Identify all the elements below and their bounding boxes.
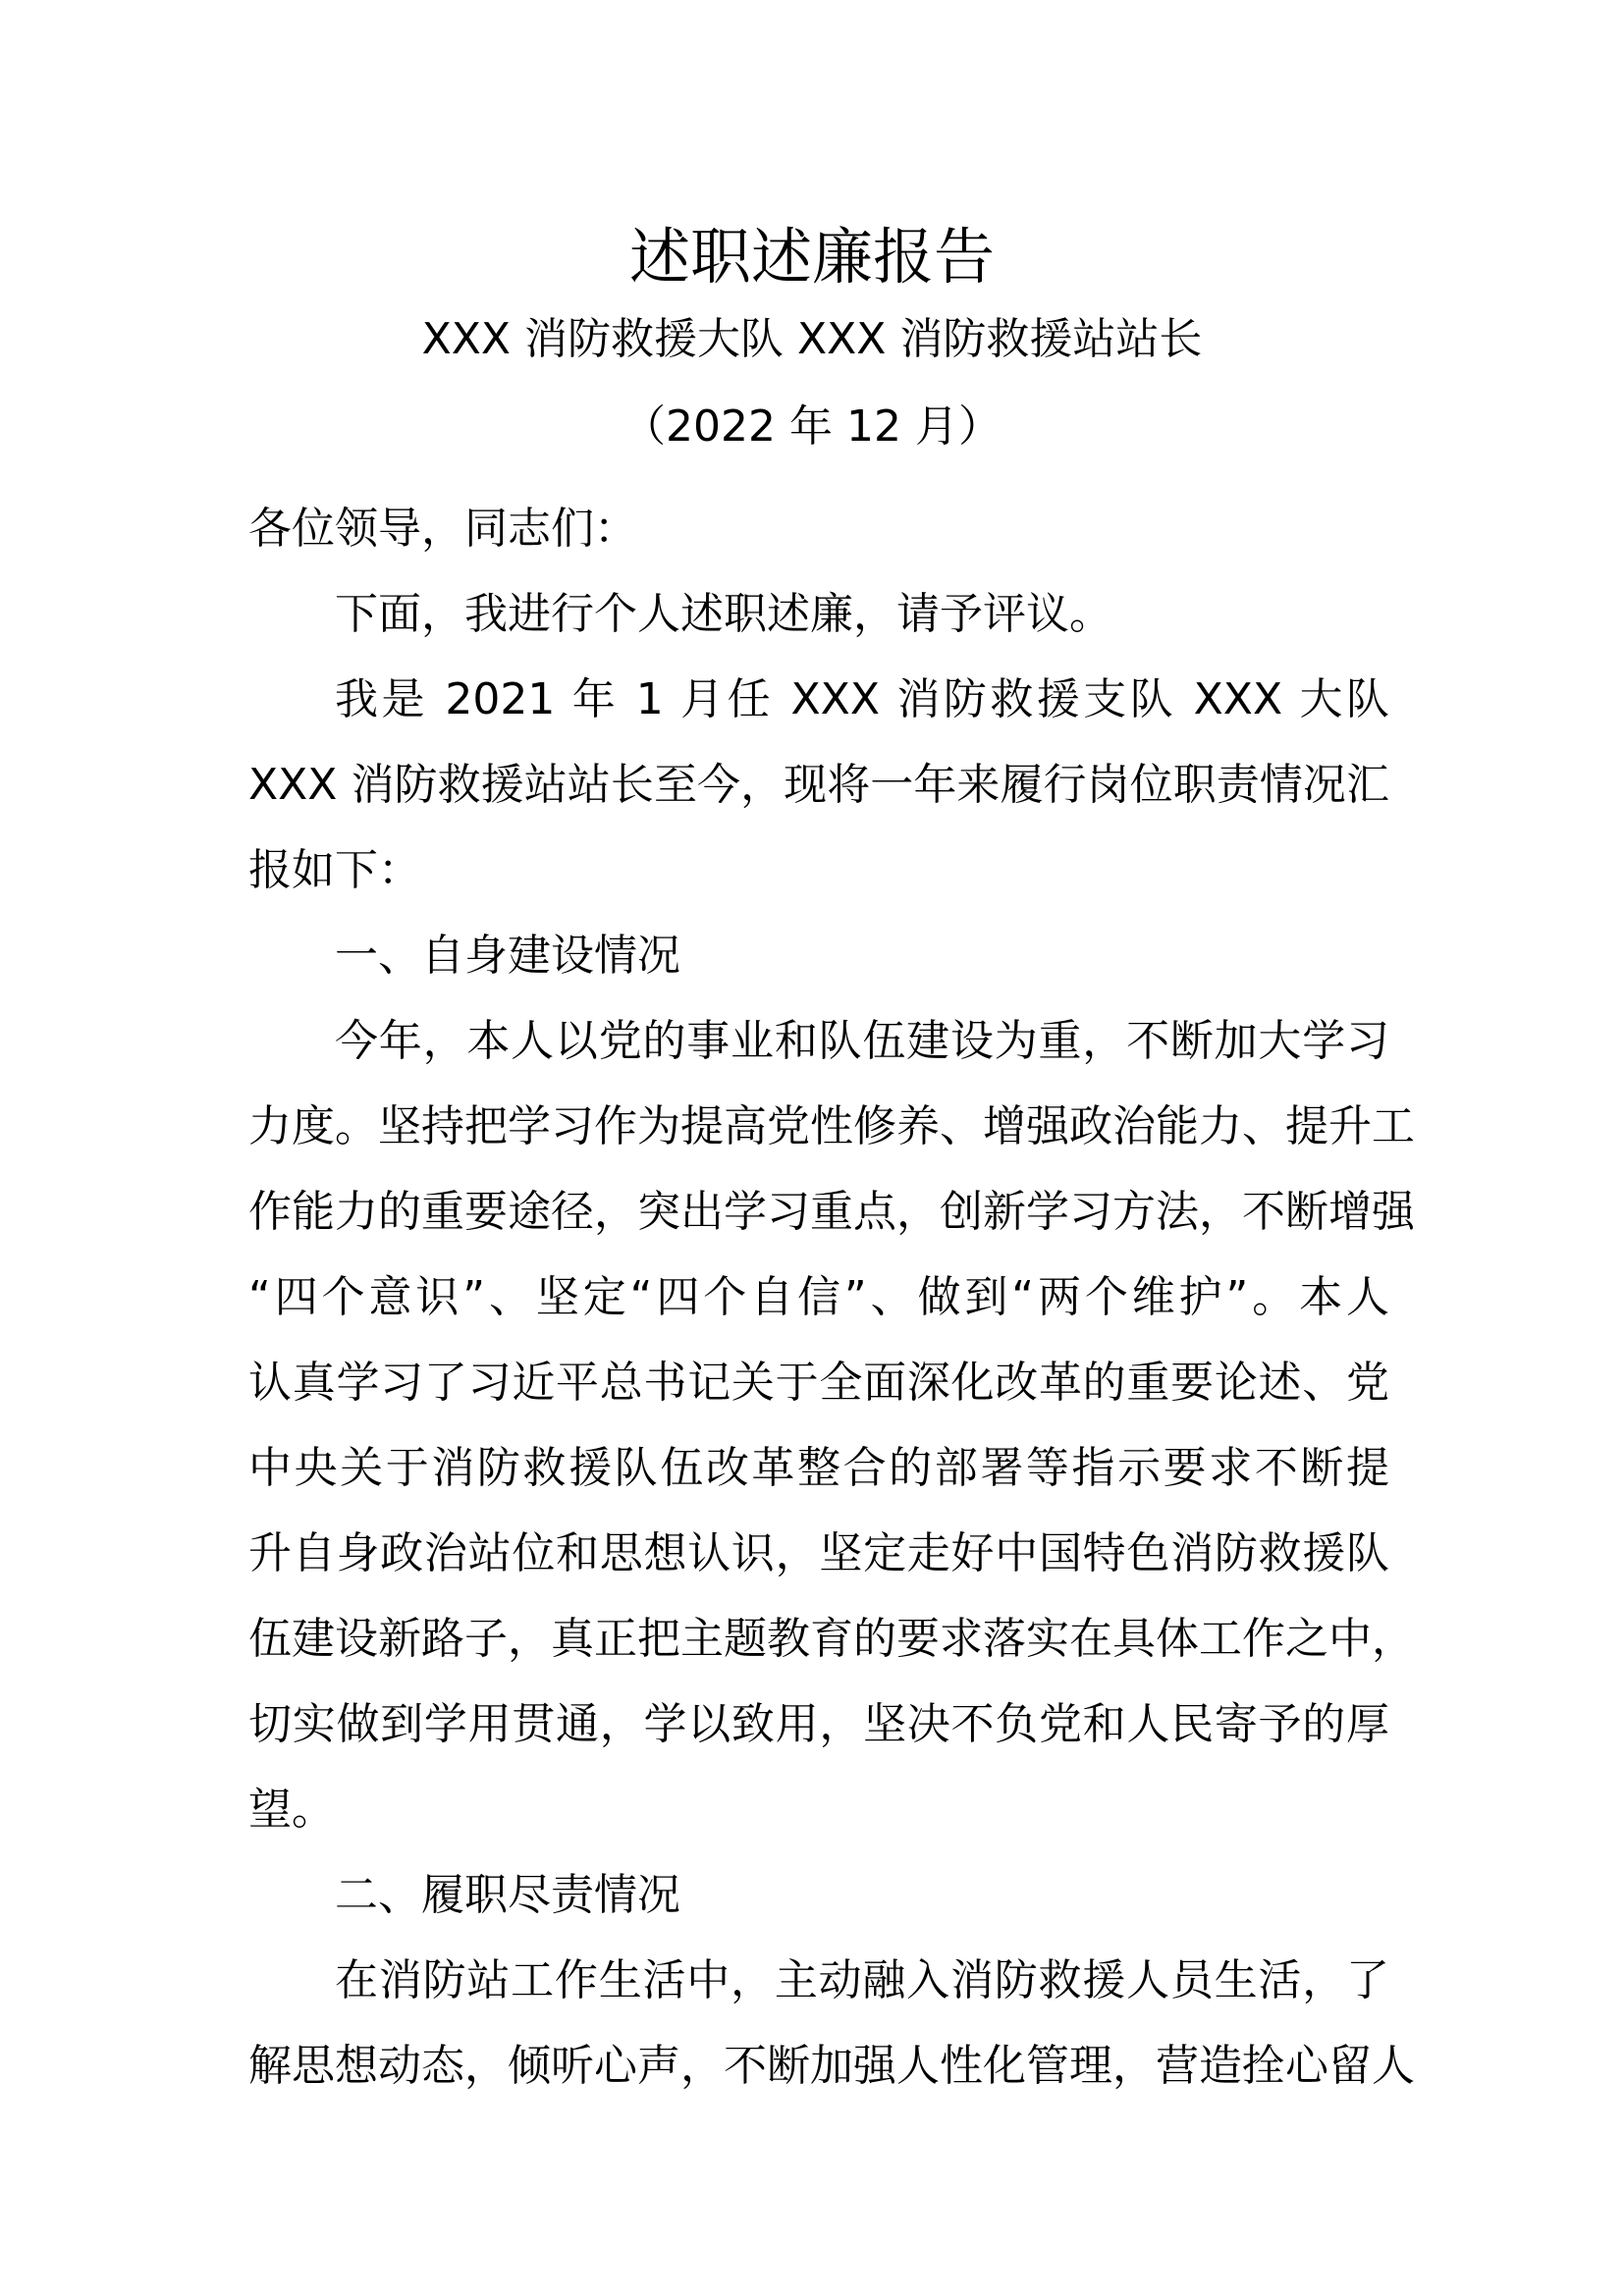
paragraph-line: 解思想动态，倾听心声，不断加强人性化管理，营造拴心留人 — [248, 2041, 1415, 2091]
paragraph-line: 中央关于消防救援队伍改革整合的部署等指示要求不断提 — [248, 1443, 1389, 1493]
paragraph-line: XXX 消防救援站站长至今，现将一年来履行岗位职责情况汇 — [248, 760, 1389, 810]
intro-paragraph — [248, 571, 1389, 657]
paragraph-self-building — [248, 998, 1415, 1852]
intro-text: 下面，我进行个人述职述廉，请予评议。 — [335, 589, 1112, 639]
paragraph-line: 切实做到学用贯通，学以致用，坚决不负党和人民寄予的厚 — [248, 1699, 1389, 1749]
paragraph-duties — [248, 1938, 1415, 2109]
document-date: （2022 年 12 月） — [623, 401, 1001, 452]
paragraph-line: 报如下： — [248, 845, 421, 895]
section-heading-2 — [248, 1852, 1389, 1938]
paragraph-line: 今年，本人以党的事业和队伍建设为重，不断加大学习 — [335, 1016, 1389, 1066]
document-subtitle: XXX 消防救援大队 XXX 消防救援站站长 — [421, 314, 1203, 364]
section-heading-1 — [248, 913, 1389, 998]
salutation — [248, 486, 1389, 571]
paragraph-line: 我是 2021 年 1 月任 XXX 消防救援支队 XXX 大队 — [335, 674, 1389, 724]
section-heading-text: 一、自身建设情况 — [335, 931, 680, 981]
paragraph-line: 认真学习了习近平总书记关于全面深化改革的重要论述、党 — [248, 1358, 1389, 1408]
document-body — [248, 486, 1415, 2109]
paragraph-line: 望。 — [248, 1785, 335, 1835]
section-heading-text: 二、履职尽责情况 — [335, 1870, 680, 1920]
salutation-text: 各位领导，同志们： — [248, 504, 637, 554]
paragraph-line: “四个意识”、坚定“四个自信”、做到“两个维护”。本人 — [248, 1272, 1389, 1322]
paragraph-appointment — [248, 657, 1389, 913]
paragraph-line: 升自身政治站位和思想认识，坚定走好中国特色消防救援队 — [248, 1528, 1389, 1578]
paragraph-line: 力度。坚持把学习作为提高党性修养、增强政治能力、提升工 — [248, 1101, 1415, 1151]
paragraph-line: 在消防站工作生活中，主动融入消防救援人员生活，了 — [335, 1955, 1389, 2005]
paragraph-line: 作能力的重要途径，突出学习重点，创新学习方法，不断增强 — [248, 1187, 1415, 1237]
paragraph-line: 伍建设新路子，真正把主题教育的要求落实在具体工作之中， — [248, 1614, 1415, 1664]
document-title: 述职述廉报告 — [628, 221, 995, 293]
